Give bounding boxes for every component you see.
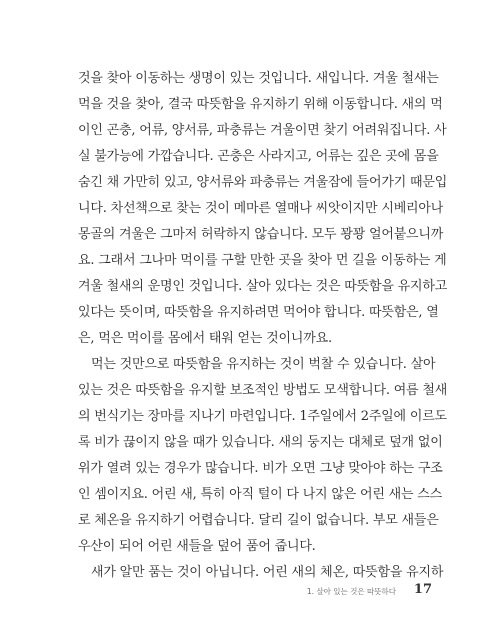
text-line: 위가 열려 있는 경우가 많습니다. 비가 오면 그냥 맞아야 하는 구조 <box>78 461 443 476</box>
text-line: 겨울 철새의 운명인 것입니다. 살아 있다는 것은 따뜻함을 유지하고 <box>78 279 448 294</box>
text-line: 새가 알만 품는 것이 아닙니다. 어린 새의 체온, 따뜻함을 유지하 <box>91 565 444 580</box>
text-line: 니다. 차선책으로 찾는 것이 메마른 열매나 씨앗이지만 시베리아나 <box>78 201 444 216</box>
text-line: 우산이 되어 어린 새들을 덮어 품어 줍니다. <box>78 539 316 554</box>
text-line: 먹는 것만으로 따뜻함을 유지하는 것이 벅찰 수 있습니다. 살아 <box>91 357 436 372</box>
text-line: 이인 곤충, 어류, 양서류, 파충류는 겨울이면 찾기 어려워집니다. 사 <box>78 123 447 138</box>
page-footer <box>78 582 432 602</box>
text-line: 록 비가 끊이지 않을 때가 있습니다. 새의 둥지는 대체로 덮개 없이 <box>78 435 443 450</box>
running-title: 1. 살아 있는 것은 따뜻하다 <box>306 587 396 596</box>
text-line: 로 체온을 유지하기 어렵습니다. 달리 길이 없습니다. 부모 새들은 <box>78 513 439 528</box>
text-line: 숨긴 채 가만히 있고, 양서류와 파충류는 겨울잠에 들어가기 때문입 <box>78 175 448 190</box>
text-line: 것을 찾아 이동하는 생명이 있는 것입니다. 새입니다. 겨울 철새는 <box>78 71 439 86</box>
text-line: 의 번식기는 장마를 지나기 마련입니다. 1주일에서 2주일에 이르도 <box>78 409 447 424</box>
text-line: 있는 것은 따뜻함을 유지할 보조적인 방법도 모색합니다. 여름 철새 <box>78 383 448 398</box>
body-text <box>78 66 448 586</box>
text-line: 인 셈이지요. 어린 새, 특히 아직 털이 다 나지 않은 어린 새는 스스 <box>78 487 443 502</box>
text-line: 은, 먹은 먹이를 몸에서 태워 얻는 것이니까요. <box>78 331 332 346</box>
text-line: 먹을 것을 찾아, 결국 따뜻함을 유지하기 위해 이동합니다. 새의 먹 <box>78 97 443 112</box>
text-line: 실 불가능에 가깝습니다. 곤충은 사라지고, 어류는 깊은 곳에 몸을 <box>78 149 439 164</box>
text-line: 몽골의 겨울은 그마저 허락하지 않습니다. 모두 꽝꽝 얼어붙으니까 <box>78 227 444 242</box>
text-line: 있다는 뜻이며, 따뜻함을 유지하려면 먹어야 합니다. 따뜻함은, 열 <box>78 305 439 320</box>
text-line: 요. 그래서 그나마 먹이를 구할 만한 곳을 찾아 먼 길을 이동하는 게 <box>78 253 447 268</box>
page-number: 17 <box>413 582 432 597</box>
